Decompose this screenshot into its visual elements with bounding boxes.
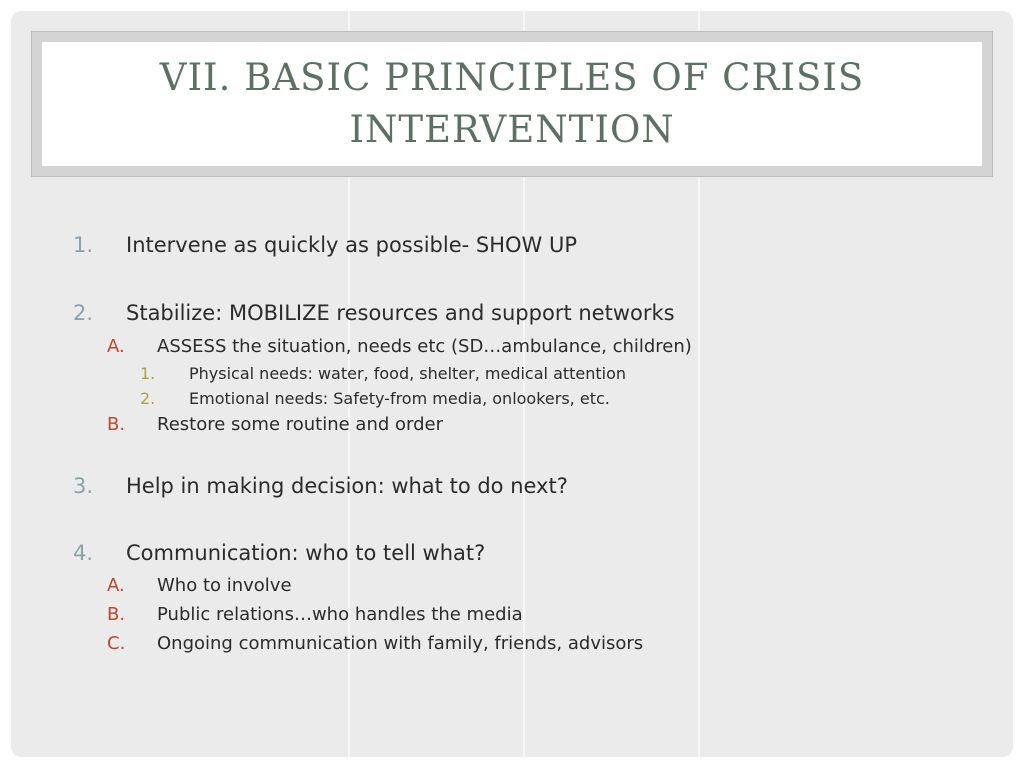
list-text: Help in making decision: what to do next? <box>126 474 568 498</box>
list-marker: 3. <box>73 474 94 498</box>
list-marker: 1. <box>140 364 156 383</box>
list-marker: 1. <box>73 233 94 257</box>
list-marker: A. <box>107 336 125 357</box>
list-text: Ongoing communication with family, friends, advisors <box>157 633 644 654</box>
list-marker: 2. <box>73 301 94 325</box>
list-marker: B. <box>107 604 126 625</box>
list-text: Physical needs: water, food, shelter, medical attention <box>189 364 627 383</box>
list-marker: C. <box>107 633 126 654</box>
list-text: Emotional needs: Safety-from media, onlookers, etc. <box>189 389 610 408</box>
list-text: Intervene as quickly as possible- SHOW UP <box>126 233 577 257</box>
list-text: Who to involve <box>157 575 292 596</box>
list-marker: B. <box>107 414 126 435</box>
list-text: Communication: who to tell what? <box>126 541 486 565</box>
list-text: Stabilize: MOBILIZE resources and support networks <box>126 301 675 325</box>
slide <box>11 11 1013 757</box>
list-text: Public relations…who handles the media <box>157 604 523 625</box>
list-marker: A. <box>107 575 125 596</box>
slide-title: VII. BASIC PRINCIPLES OF CRISIS INTERVENTION <box>159 56 865 151</box>
list-text: ASSESS the situation, needs etc (SD…ambulance, children) <box>157 336 692 357</box>
slide-content <box>11 11 1013 757</box>
list-marker: 2. <box>140 389 156 408</box>
list-marker: 4. <box>73 541 94 565</box>
list-text: Restore some routine and order <box>157 414 444 435</box>
